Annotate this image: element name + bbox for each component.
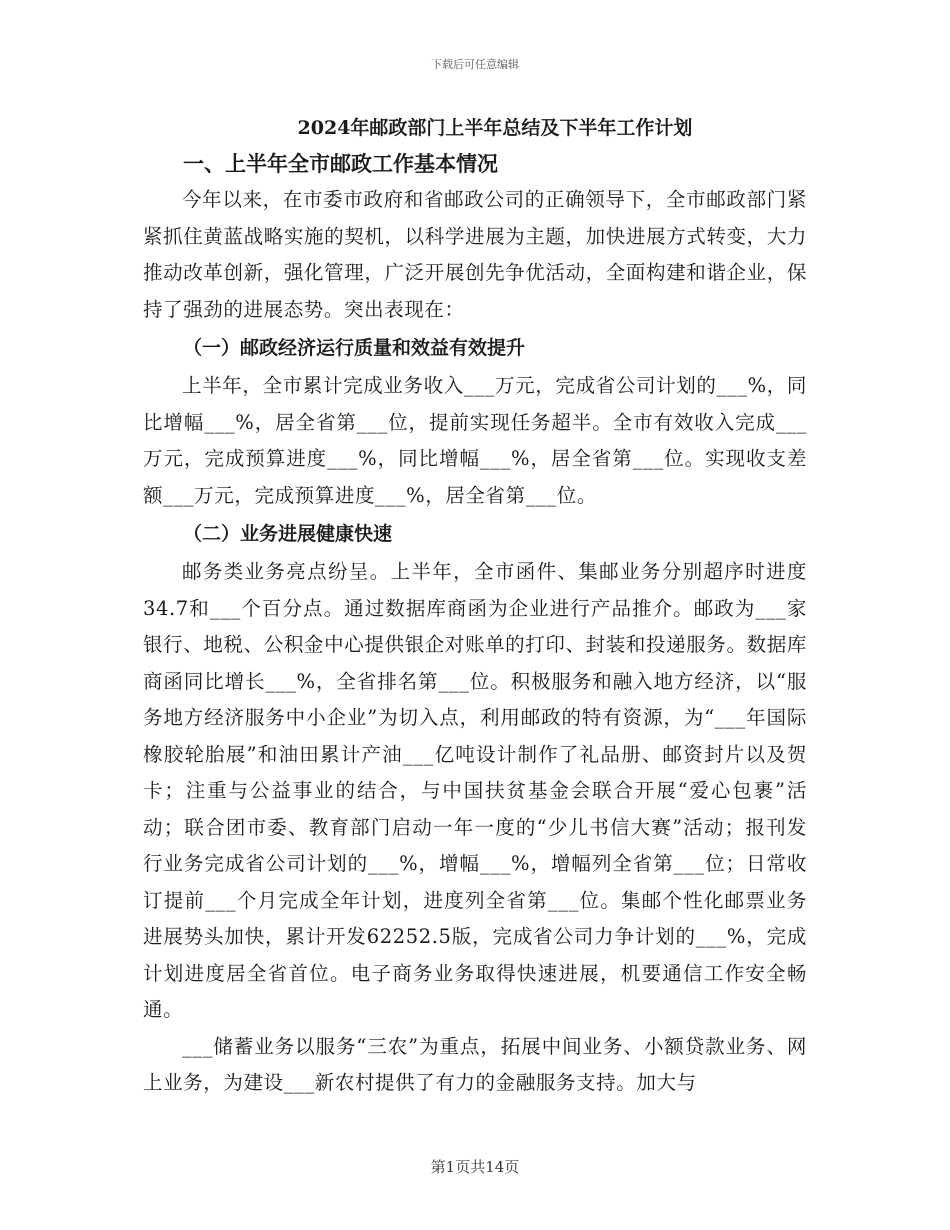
document-title: 2024年邮政部门上半年总结及下半年工作计划 (297, 117, 693, 139)
subsection-heading: （一）邮政经济运行质量和效益有效提升 (183, 337, 526, 359)
paragraph: ___储蓄业务以服务“三农”为重点，拓展中间业务、小额贷款业务、网上业务，为建设___新农村提供了有力的金融服务支持。加大与 (143, 1034, 807, 1094)
page-number: 第1页共14页 (430, 1158, 520, 1176)
subsection-heading: （二）业务进展健康快速 (183, 523, 393, 545)
paragraph: 邮务类业务亮点纷呈。上半年，全市函件、集邮业务分别超序时进度34.7和___个百分点。通过数据库商函为企业进行产品推介。邮政为___家银行、地税、公积金中心提供银企对账单的打印、封装和投递服务。数据库商函同比增长___%，全省排名第___位。积极服务和融入地方经济，以“服务地方经济服务中小企业”为切入点，利用邮政的特有资源，为“___年国际橡胶轮胎展”和油田累计产油___亿吨设计制作了礼品册、邮资封片以及贺卡；注重与公益事业的结合，与中国扶贫基金会联合开展“爱心包裹”活动；联合团市委、教育部门启动一年一度的“少儿书信大赛”活动；报刊发行业务完成省公司计划的___%，增幅___%，增幅列全省第___位；日常收订提前___个月完成全年计划，进度列全省第___位。集邮个性化邮票业务进展势头加快，累计开发62252.5版，完成省公司力争计划的___%，完成计划进度居全省首位。电子商务业务取得快速进展，机要通信工作安全畅通。 (143, 560, 807, 1021)
paragraph: 今年以来，在市委市政府和省邮政公司的正确领导下，全市邮政部门紧紧抓住黄蓝战略实施的契机，以科学进展为主题，加快进展方式转变，大力推动改革创新，强化管理，广泛开展创先争优活动，全面构建和谐企业，保持了强劲的进展态势。突出表现在： (143, 188, 807, 321)
document-body (143, 110, 807, 1102)
section-heading: 一、上半年全市邮政工作基本情况 (183, 151, 498, 176)
paragraph: 上半年，全市累计完成业务收入___万元，完成省公司计划的___%，同比增幅___%，居全省第___位，提前实现任务超半。全市有效收入完成___万元，完成预算进度___%，同比增幅___%，居全省第___位。实现收支差额___万元，完成预算进度___%，居全省第___位。 (143, 374, 807, 507)
page-header-note: 下载后可任意编辑 (431, 58, 519, 71)
